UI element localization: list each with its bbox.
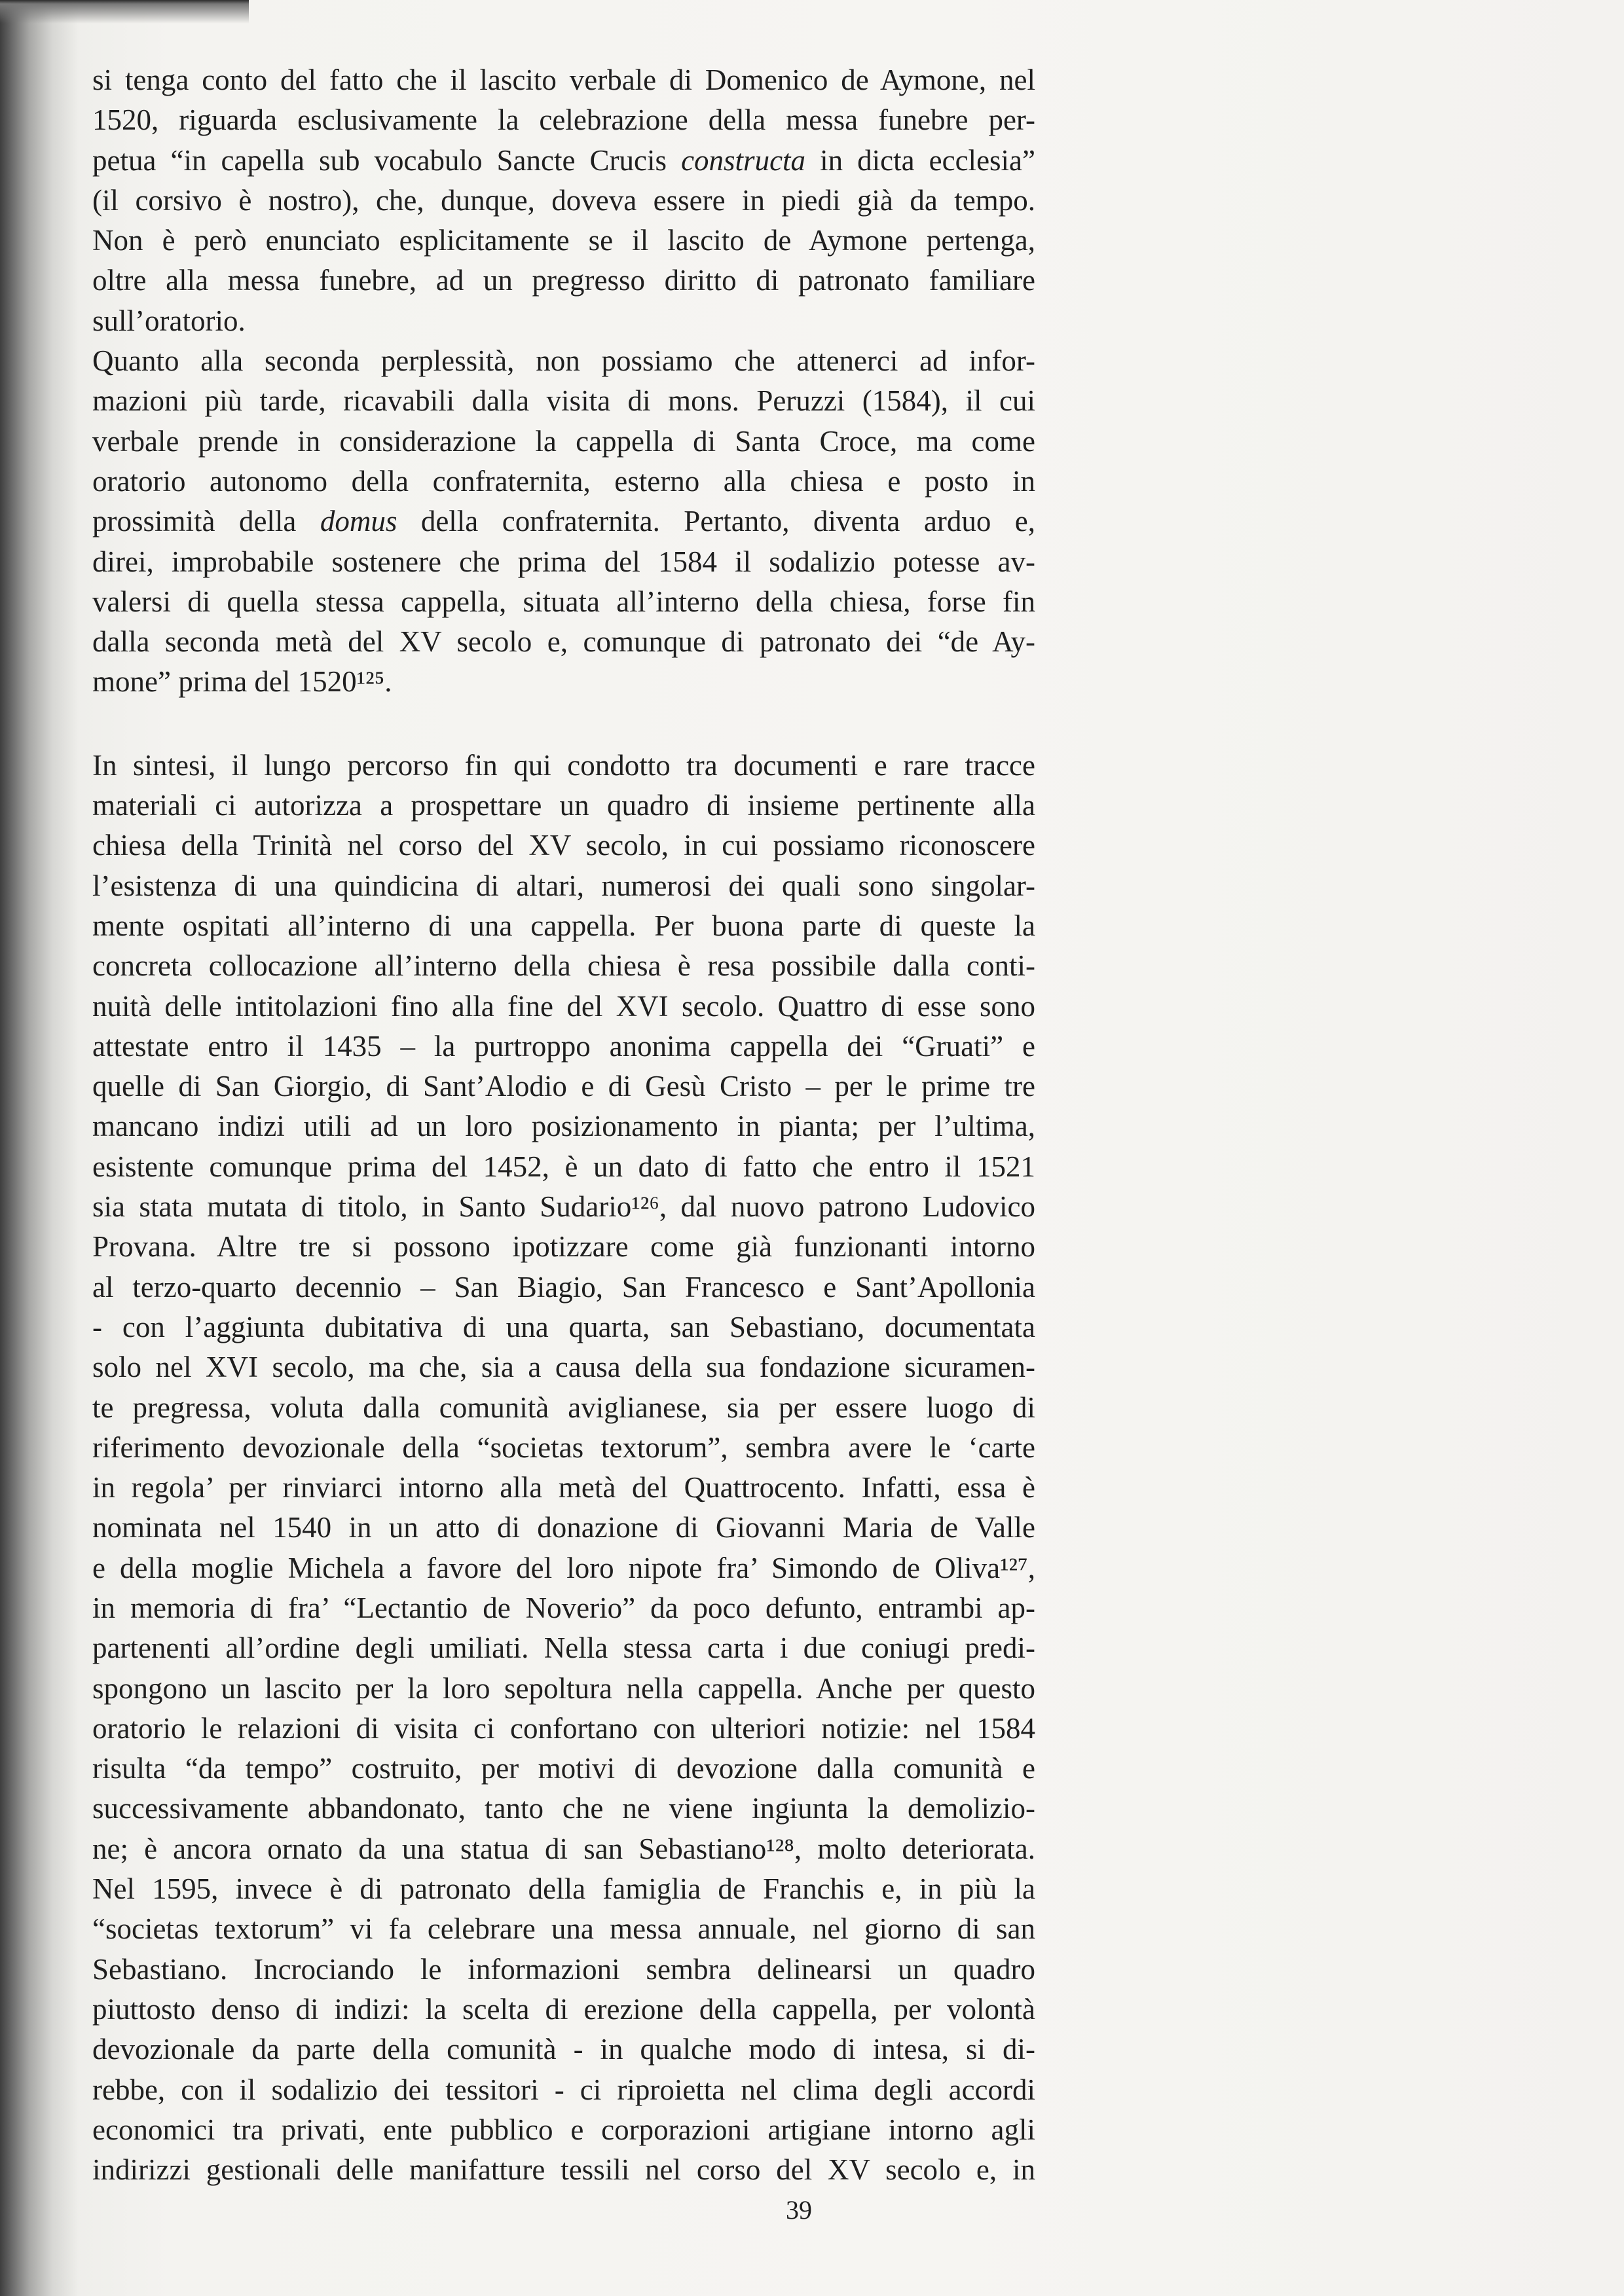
text-line: indirizzi gestionali delle manifatture tessili nel corso del XV secolo e, in <box>92 2153 1035 2187</box>
text-line: si tenga conto del fatto che il lascito verbale di Domenico de Aymone, nel <box>92 64 1035 96</box>
text-line: te pregressa, voluta dalla comunità aviglianese, sia per essere luogo di <box>92 1391 1035 1424</box>
paragraph <box>92 341 1035 702</box>
text-line: “societas textorum” vi fa celebrare una messa annuale, nel giorno di san <box>92 1912 1035 1946</box>
body-text <box>92 60 1035 2190</box>
text-line: mancano indizi utili ad un loro posizionamento in pianta; per l’ultima, <box>92 1110 1035 1143</box>
text-line: chiesa della Trinità nel corso del XV secolo, in cui possiamo riconoscere <box>92 829 1035 862</box>
text-line: mone” prima del 1520¹²⁵. <box>92 665 392 699</box>
text-line: mazioni più tarde, ricavabili dalla visita di mons. Peruzzi (1584), il cui <box>92 384 1035 418</box>
text-line: Provana. Altre tre si possono ipotizzare come già funzionanti intorno <box>92 1230 1035 1264</box>
text-line: e della moglie Michela a favore del loro nipote fra’ Simondo de Oliva¹²⁷, <box>92 1551 1035 1584</box>
text-line: solo nel XVI secolo, ma che, sia a causa della sua fondazione sicuramen- <box>92 1351 1035 1384</box>
paragraph <box>92 746 1035 2191</box>
text-line: (il corsivo è nostro), che, dunque, doveva essere in piedi già da tempo. <box>92 183 1035 217</box>
page-number <box>0 2195 1624 2226</box>
text-line: riferimento devozionale della “societas textorum”, sembra avere le ‘carte <box>92 1430 1035 1464</box>
text-line: piuttosto denso di indizi: la scelta di erezione della cappella, per volontà <box>92 1992 1035 2026</box>
text-line: In sintesi, il lungo percorso fin qui condotto tra documenti e rare tracce <box>92 748 1035 782</box>
paragraph <box>92 60 1035 341</box>
text-line: 1520, riguarda esclusivamente la celebrazione della messa funebre per- <box>92 103 1035 137</box>
text-line: valersi di quella stessa cappella, situata all’interno della chiesa, forse fin <box>92 585 1035 618</box>
text-line: mente ospitati all’interno di una cappella. Per buona parte di queste la <box>92 909 1035 942</box>
text-line: concreta collocazione all’interno della chiesa è resa possibile dalla conti- <box>92 949 1035 983</box>
text-line: in memoria di fra’ “Lectantio de Noverio” da poco defunto, entrambi ap- <box>92 1591 1035 1624</box>
text-line: oratorio autonomo della confraternita, esterno alla chiesa e posto in <box>92 464 1035 498</box>
text-line: attestate entro il 1435 – la purtroppo anonima cappella dei “Gruati” e <box>92 1029 1035 1063</box>
text-line: Sebastiano. Incrociando le informazioni sembra delinearsi un quadro <box>92 1952 1035 1986</box>
text-line: ne; è ancora ornato da una statua di san Sebastiano¹²⁸, molto deteriorata. <box>92 1832 1035 1865</box>
text-line: oltre alla messa funebre, ad un pregresso diritto di patronato familiare <box>92 264 1035 297</box>
text-line: verbale prende in considerazione la cappella di Santa Croce, ma come <box>92 424 1035 458</box>
text-line: al terzo-quarto decennio – San Biagio, San Francesco e Sant’Apollonia <box>92 1270 1035 1303</box>
text-line: nominata nel 1540 in un atto di donazione di Giovanni Maria de Valle <box>92 1511 1035 1544</box>
text-line: spongono un lascito per la loro sepoltura nella cappella. Anche per questo <box>92 1671 1035 1705</box>
text-line: petua “in capella sub vocabulo Sancte Crucis constructa in dicta ecclesia” <box>92 143 1035 177</box>
page-top-edge <box>0 0 249 26</box>
text-line: materiali ci autorizza a prospettare un quadro di insieme pertinente alla <box>92 789 1035 822</box>
text-line: sull’oratorio. <box>92 304 246 337</box>
text-line: Quanto alla seconda perplessità, non possiamo che attenerci ad infor- <box>92 344 1035 378</box>
text-line: quelle di San Giorgio, di Sant’Alodio e di Gesù Cristo – per le prime tre <box>92 1070 1035 1103</box>
text-line: dalla seconda metà del XV secolo e, comunque di patronato dei “de Ay- <box>92 625 1035 659</box>
text-line: economici tra privati, ente pubblico e corporazioni artigiane intorno agli <box>92 2113 1035 2146</box>
text-line: direi, improbabile sostenere che prima del 1584 il sodalizio potesse av- <box>92 545 1035 578</box>
paragraph-gap <box>92 702 1035 746</box>
text-line: partenenti all’ordine degli umiliati. Nella stessa carta i due coniugi predi- <box>92 1631 1035 1665</box>
text-line: devozionale da parte della comunità - in qualche modo di intesa, si di- <box>92 2033 1035 2066</box>
page-number-label: 39 <box>786 2195 812 2225</box>
text-line: in regola’ per rinviarci intorno alla metà del Quattrocento. Infatti, essa è <box>92 1471 1035 1504</box>
text-line: l’esistenza di una quindicina di altari, numerosi dei quali sono singolar- <box>92 869 1035 902</box>
text-line: - con l’aggiunta dubitativa di una quarta, san Sebastiano, documentata <box>92 1310 1035 1343</box>
text-line: oratorio le relazioni di visita ci confortano con ulteriori notizie: nel 1584 <box>92 1711 1035 1745</box>
text-line: Non è però enunciato esplicitamente se il lascito de Aymone pertenga, <box>92 224 1035 257</box>
binding-shadow <box>0 0 79 2296</box>
text-line: rebbe, con il sodalizio dei tessitori - ci riproietta nel clima degli accordi <box>92 2073 1035 2106</box>
text-line: nuità delle intitolazioni fino alla fine del XVI secolo. Quattro di esse sono <box>92 989 1035 1023</box>
text-line: risulta “da tempo” costruito, per motivi di devozione dalla comunità e <box>92 1752 1035 1785</box>
text-line: Nel 1595, invece è di patronato della famiglia de Franchis e, in più la <box>92 1872 1035 1906</box>
text-line: prossimità della domus della confraternita. Pertanto, diventa arduo e, <box>92 505 1035 538</box>
text-line: sia stata mutata di titolo, in Santo Sudario¹²⁶, dal nuovo patrono Ludovico <box>92 1190 1035 1224</box>
text-line: esistente comunque prima del 1452, è un dato di fatto che entro il 1521 <box>92 1150 1035 1183</box>
text-line: successivamente abbandonato, tanto che ne viene ingiunta la demolizio- <box>92 1792 1035 1825</box>
